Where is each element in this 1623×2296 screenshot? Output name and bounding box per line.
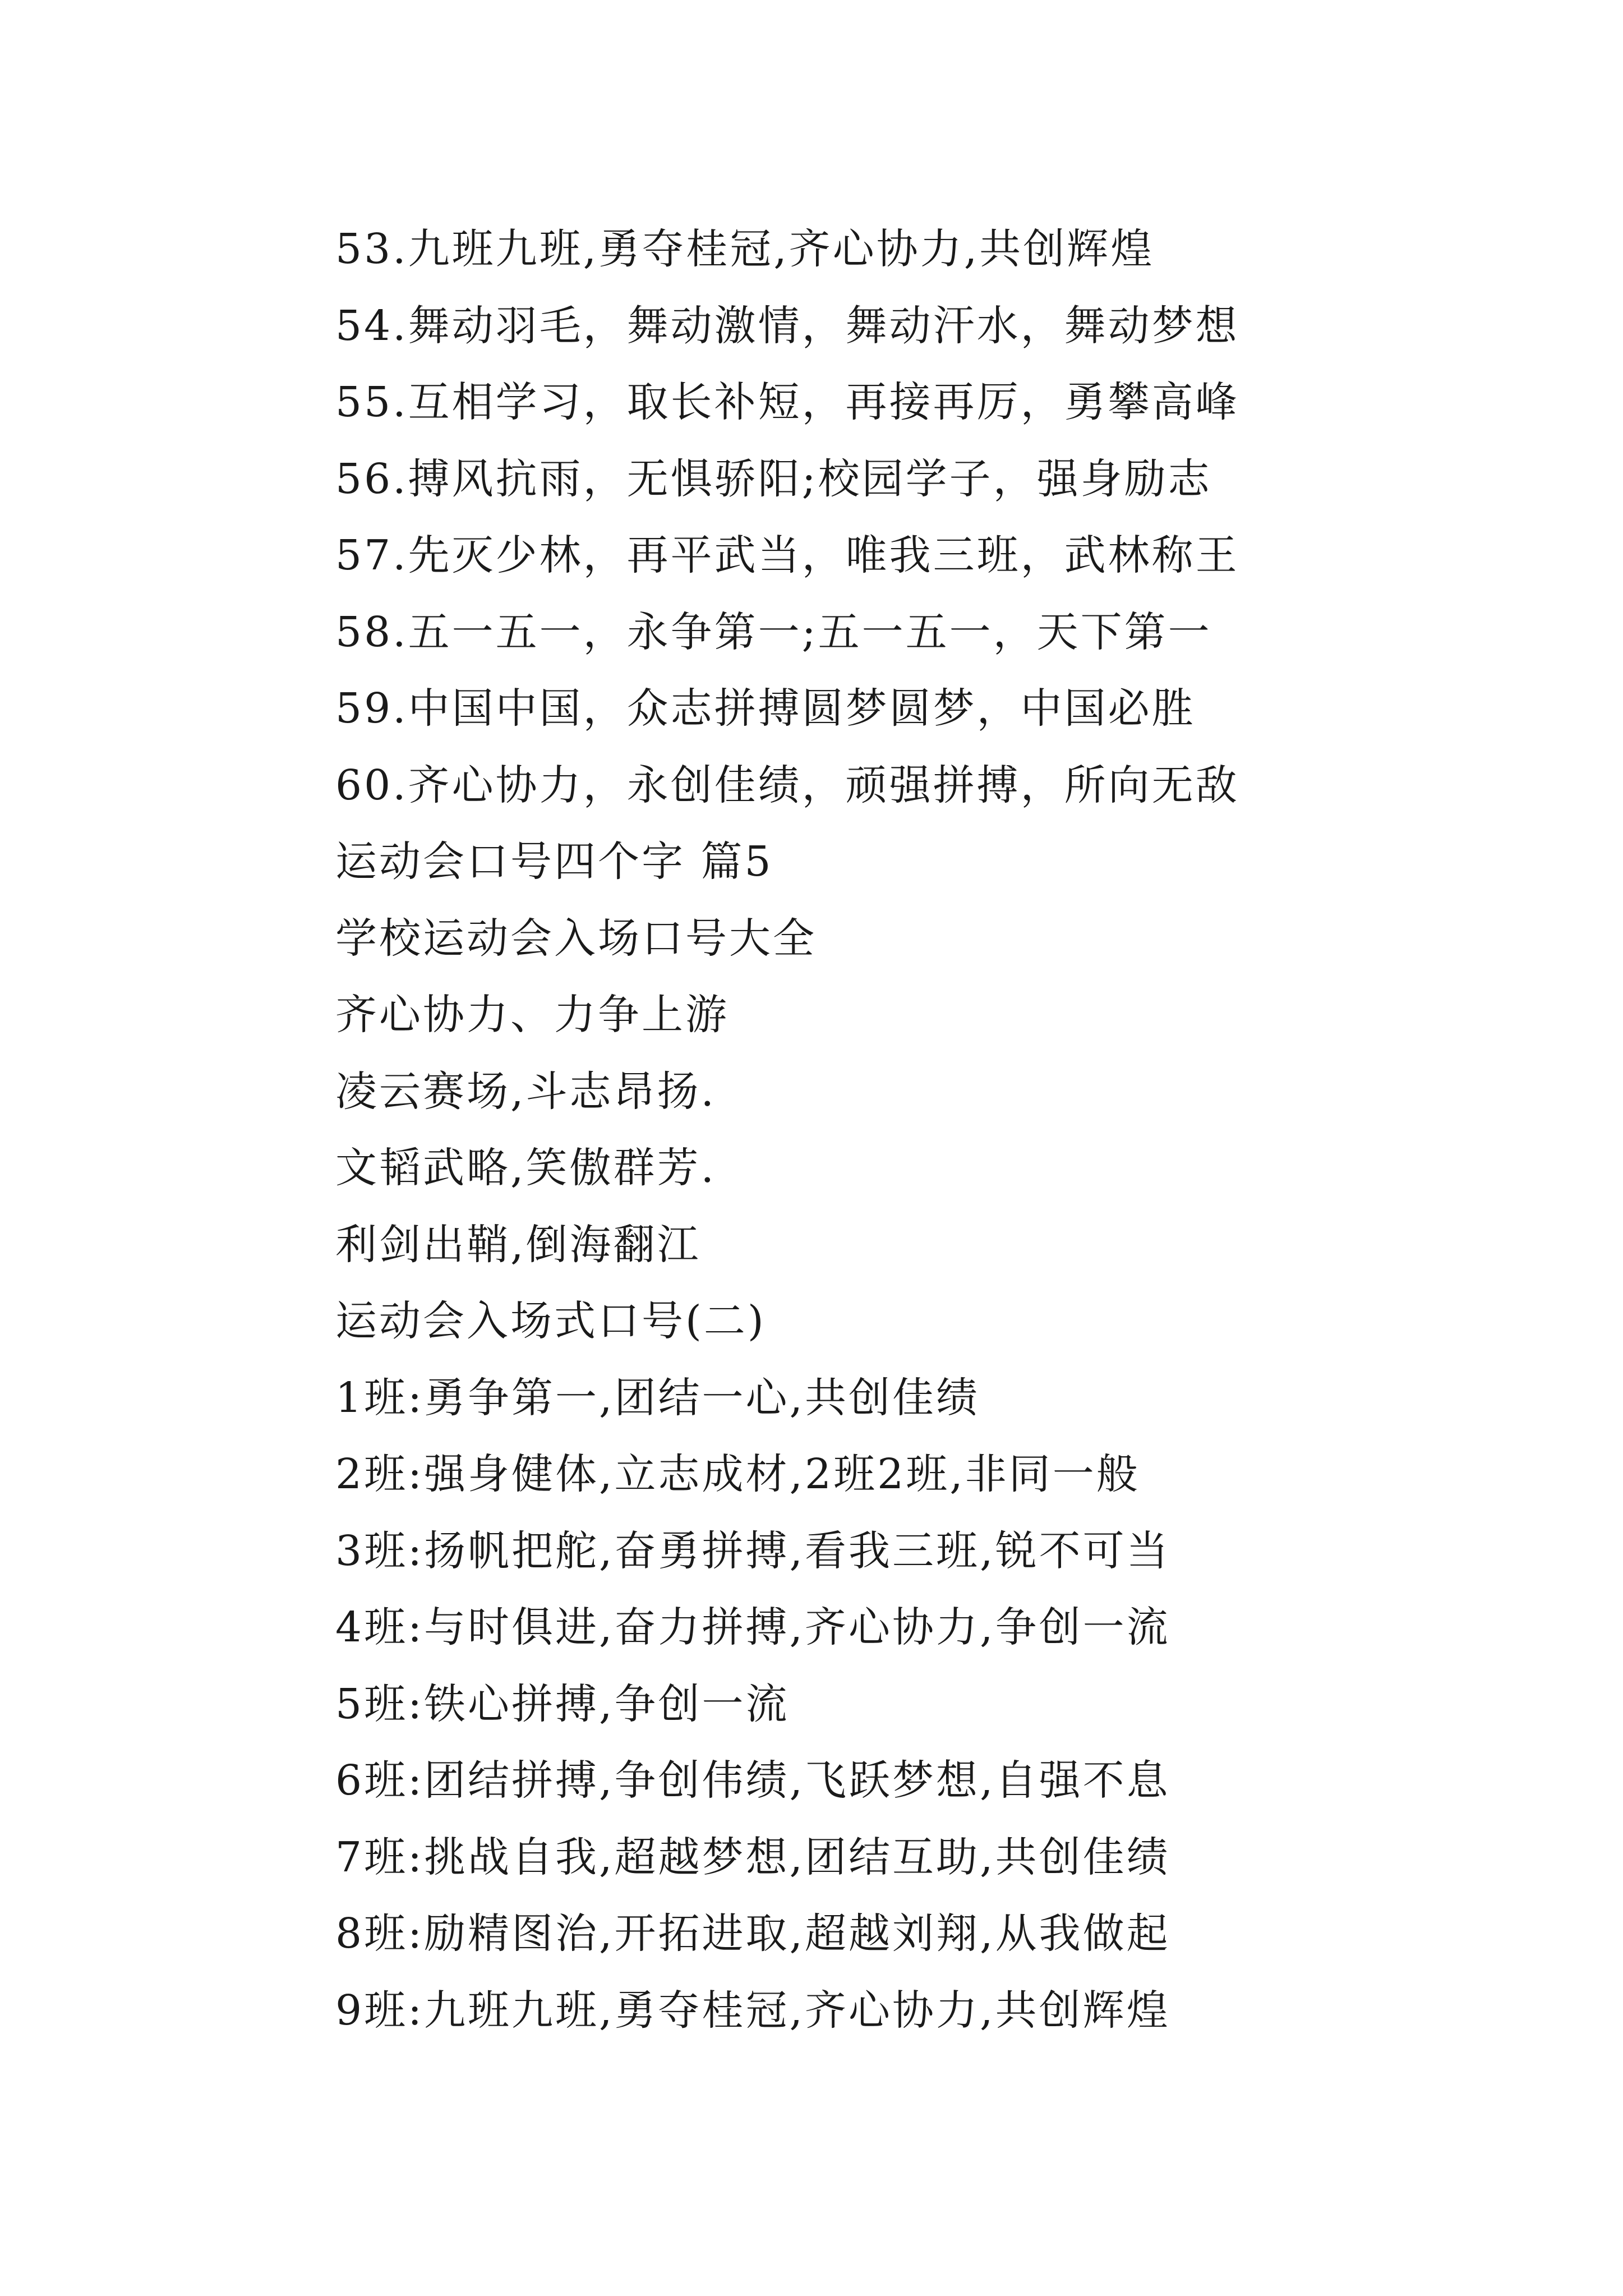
slogan-line-59: 59.中国中国，众志拼搏圆梦圆梦，中国必胜	[335, 684, 1196, 733]
class-slogan-4: 4班:与时俱进,奋力拼搏,齐心协力,争创一流	[335, 1603, 1170, 1651]
class-slogan-9: 9班:九班九班,勇夺桂冠,齐心协力,共创辉煌	[335, 1986, 1170, 2035]
class-slogan-6: 6班:团结拼搏,争创伟绩,飞跃梦想,自强不息	[335, 1756, 1170, 1805]
slogan-line-57: 57.先灭少林，再平武当，唯我三班，武林称王	[335, 531, 1239, 579]
class-slogan-1: 1班:勇争第一,团结一心,共创佳绩	[335, 1373, 980, 1422]
class-slogan-7: 7班:挑战自我,超越梦想,团结互助,共创佳绩	[335, 1833, 1170, 1881]
section-heading: 运动会口号四个字 篇5	[335, 838, 773, 886]
slogan-line-55: 55.互相学习，取长补短，再接再厉，勇攀高峰	[335, 378, 1239, 426]
slogan-line: 文韬武略,笑傲群芳.	[335, 1144, 717, 1192]
slogan-line: 凌云赛场,斗志昂扬.	[335, 1067, 717, 1116]
slogan-line: 利剑出鞘,倒海翻江	[335, 1220, 701, 1269]
slogan-line-54: 54.舞动羽毛，舞动激情，舞动汗水，舞动梦想	[335, 301, 1239, 350]
class-slogan-2: 2班:强身健体,立志成材,2班2班,非同一般	[335, 1450, 1140, 1498]
class-slogan-5: 5班:铁心拼搏,争创一流	[335, 1680, 790, 1728]
slogan-line-60: 60.齐心协力，永创佳绩，顽强拼搏，所向无敌	[335, 761, 1239, 809]
slogan-line-53: 53.九班九班,勇夺桂冠,齐心协力,共创辉煌	[335, 225, 1155, 273]
slogan-line: 齐心协力、力争上游	[335, 991, 729, 1039]
subheading: 运动会入场式口号(二)	[335, 1297, 766, 1345]
document-body	[335, 211, 1569, 2049]
slogan-line-56: 56.搏风抗雨，无惧骄阳;校园学子，强身励志	[335, 454, 1212, 503]
slogan-line-58: 58.五一五一，永争第一;五一五一，天下第一	[335, 608, 1212, 656]
subheading: 学校运动会入场口号大全	[335, 914, 817, 963]
class-slogan-3: 3班:扬帆把舵,奋勇拼搏,看我三班,锐不可当	[335, 1526, 1170, 1575]
class-slogan-8: 8班:励精图治,开拓进取,超越刘翔,从我做起	[335, 1910, 1170, 1958]
